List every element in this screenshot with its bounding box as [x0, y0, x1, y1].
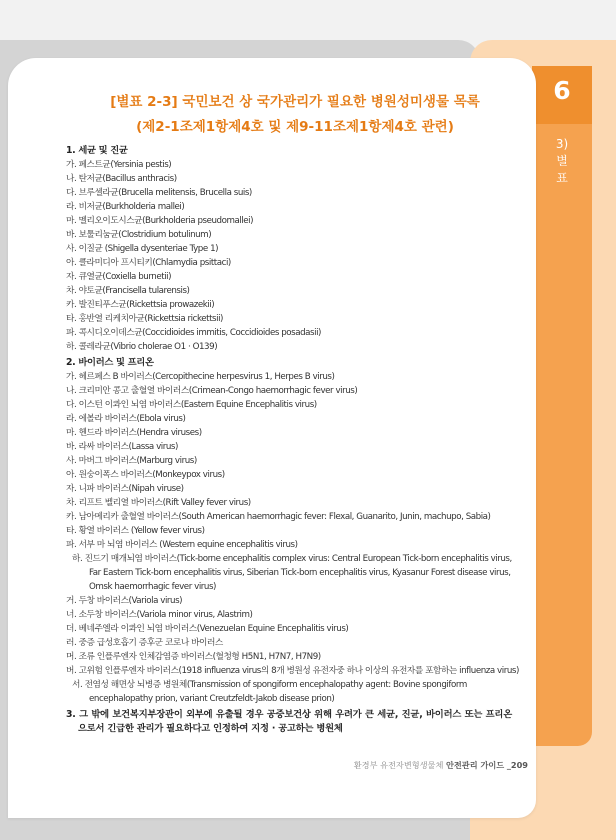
list-marker: 마. [66, 428, 77, 438]
list-item [66, 186, 512, 200]
chapter-label-line: 별 [556, 154, 568, 168]
chapter-number: 6 [553, 76, 571, 105]
section-heading: 3. 그 밖에 보건복지부장관이 외부에 유출될 경우 공중보건상 위해 우려가 큰 세균, 진균, 바이러스 또는 프리온으로서 긴급한 관리가 필요하다고 인정하여 지정 · 공고하는 병원체 [66, 709, 512, 734]
list-item [66, 678, 512, 706]
list-item [66, 200, 512, 214]
page-subtitle: (제2-1조제1항제4호 및 제9-11조제1항제4호 관련) [136, 119, 454, 135]
chapter-label-line: 3) [555, 137, 569, 151]
list-item [66, 228, 512, 242]
list-marker: 다. [66, 400, 77, 410]
list-marker: 가. [66, 372, 77, 382]
list-item-text: 헤르페스 B 바이러스(Cercopithecine herpesvirus 1, Herpes B virus) [78, 372, 335, 382]
list-item [66, 594, 512, 608]
footer-publisher: 환경부 유전자변형생물체 [353, 760, 444, 770]
list-marker: 더. [66, 624, 77, 634]
list-item-text: 보툴리눔균(Clostridium botulinum) [78, 230, 212, 240]
list-marker: 하. [72, 554, 83, 564]
list-marker: 라. [66, 202, 77, 212]
list-item-text: 두창 바이러스(Variola virus) [78, 596, 183, 606]
list-item-text: 크리미안 콩고 출혈열 바이러스(Crimean-Congo haemorrhagic fever virus) [78, 386, 358, 396]
section-heading: 1. 세균 및 진균 [66, 145, 128, 156]
list-marker: 너. [66, 610, 77, 620]
list-item [66, 284, 512, 298]
list-marker: 하. [66, 342, 77, 352]
list-item-text: 서부 마 뇌염 바이러스 (Western equine encephalitis virus) [78, 540, 298, 550]
list-marker: 라. [66, 414, 77, 424]
pathogen-list [66, 142, 519, 736]
section-heading: 2. 바이러스 및 프리온 [66, 357, 154, 368]
list-marker: 다. [66, 188, 77, 198]
list-item-text: 멜리오이도시스균(Burkholderia pseudomallei) [78, 216, 254, 226]
list-item-text: 소두창 바이러스(Variola minor virus, Alastrim) [78, 610, 253, 620]
list-item [66, 270, 512, 284]
list-item-text: 클라미디아 프시티키(Chlamydia psittaci) [78, 258, 231, 268]
list-item [66, 398, 512, 412]
list-item-text: 고위험 인플루엔자 바이러스(1918 influenza virus의 8개 병원성 유전자중 하나 이상의 유전자를 포함하는 influenza virus) [78, 666, 519, 676]
list-marker: 타. [66, 314, 77, 324]
list-item-text: 콜레라균(Vibrio cholerae O1 · O139) [78, 342, 218, 352]
list-marker: 차. [66, 286, 77, 296]
list-item-text: 이질균 (Shigella dysenteriae Type 1) [78, 244, 219, 254]
list-item-text: 헨드라 바이러스(Hendra viruses) [78, 428, 202, 438]
list-marker: 나. [66, 174, 77, 184]
list-item [66, 468, 512, 482]
list-item [66, 622, 512, 636]
list-item-text: 야토균(Francisella tularensis) [78, 286, 190, 296]
list-item-text: 이스턴 이콰인 뇌염 바이러스(Eastern Equine Encephalitis virus) [78, 400, 317, 410]
list-marker: 자. [66, 484, 77, 494]
list-marker: 머. [66, 652, 77, 662]
list-item-text: 페스트균(Yersinia pestis) [78, 160, 172, 170]
list-marker: 서. [72, 680, 83, 690]
list-marker: 바. [66, 442, 77, 452]
list-item-text: 라싸 바이러스(Lassa virus) [78, 442, 178, 452]
list-marker: 자. [66, 272, 77, 282]
list-item [66, 440, 512, 454]
list-item [66, 256, 512, 270]
list-item-text: 남아메리카 출혈열 바이러스(South American haemorrhagic fever: Flexal, Guanarito, Junin, machupo, Sabia) [78, 512, 491, 522]
list-item [66, 552, 512, 594]
list-marker: 러. [66, 638, 77, 648]
list-marker: 파. [66, 540, 77, 550]
list-marker: 나. [66, 386, 77, 396]
list-item-text: 베네주엘라 이콰인 뇌염 바이러스(Venezuelan Equine Encephalitis virus) [78, 624, 349, 634]
list-marker: 마. [66, 216, 77, 226]
list-marker: 아. [66, 470, 77, 480]
list-item-text: 브루셀라균(Brucella melitensis, Brucella suis) [78, 188, 252, 198]
list-marker: 거. [66, 596, 77, 606]
list-item-text: 전염성 해면상 뇌병증 병원체(Transmission of spongiform encephalopathy agent: Bovine spongiform encephalopathy prion, variant Creutzfeldt-Jakob disease prion) [84, 680, 467, 704]
list-item-text: 중증 급성호흡기 증후군 코로나 바이러스 [78, 638, 223, 648]
list-item [66, 412, 512, 426]
list-item [66, 172, 512, 186]
list-item-text: 콕시디오이데스균(Coccidioides immitis, Coccidioides posadasii) [78, 328, 321, 338]
list-item [66, 524, 512, 538]
list-item [66, 312, 512, 326]
list-item [66, 426, 512, 440]
list-item [66, 510, 512, 524]
list-marker: 카. [66, 300, 77, 310]
page-title: [별표 2-3] 국민보건 상 국가관리가 필요한 병원성미생물 목록 [110, 94, 480, 110]
chapter-label-line: 표 [556, 171, 568, 185]
list-marker: 사. [66, 456, 77, 466]
list-item [66, 664, 519, 678]
list-marker: 사. [66, 244, 77, 254]
list-item [66, 636, 512, 650]
list-item-text: 비저균(Burkholderia mallei) [78, 202, 185, 212]
list-item-text: 니파 바이러스(Nipah viruse) [78, 484, 184, 494]
list-item [66, 650, 512, 664]
list-marker: 타. [66, 526, 77, 536]
chapter-label [532, 136, 592, 187]
list-item [66, 608, 512, 622]
list-item [66, 158, 512, 172]
list-item [66, 496, 512, 510]
list-marker: 파. [66, 328, 77, 338]
list-item-text: 진드기 매개뇌염 바이러스(Tick-borne encephalitis complex virus: Central European Tick-born encephalitis virus, Far Eastern Tick-born encephalitis virus, Siberian Tick-born encephalitis virus, Kyasanur Forest disease virus, Omsk haemorrhagic fever virus) [84, 554, 512, 592]
list-marker: 버. [66, 666, 77, 676]
list-item [66, 242, 512, 256]
list-item-text: 마버그 바이러스(Marburg virus) [78, 456, 197, 466]
page-number: _209 [506, 760, 528, 770]
list-item [66, 326, 512, 340]
list-item-text: 발진티푸스균(Rickettsia prowazekii) [78, 300, 215, 310]
list-item [66, 538, 512, 552]
list-item-text: 탄저균(Bacillus anthracis) [78, 174, 177, 184]
list-marker: 가. [66, 160, 77, 170]
list-marker: 카. [66, 512, 77, 522]
list-item-text: 원숭이폭스 바이러스(Monkeypox virus) [78, 470, 225, 480]
list-item [66, 340, 512, 354]
list-item [66, 384, 512, 398]
list-item [66, 370, 512, 384]
list-item-text: 황열 바이러스 (Yellow fever virus) [78, 526, 205, 536]
list-item-text: 조류 인플루엔자 인체감염증 바이러스(혈청형 H5N1, H7N7, H7N9) [78, 652, 321, 662]
list-item-text: 홍반열 리케치아균(Rickettsia rickettsii) [78, 314, 223, 324]
list-item [66, 482, 512, 496]
list-item [66, 454, 512, 468]
list-item-text: 큐열균(Coxiella burnetii) [78, 272, 172, 282]
list-item-text: 리프트 벨리열 바이러스(Rift Valley fever virus) [78, 498, 251, 508]
page-footer [354, 760, 528, 771]
list-item [66, 214, 512, 228]
list-marker: 차. [66, 498, 77, 508]
list-item [66, 298, 512, 312]
footer-guide: 안전관리 가이드 [445, 760, 505, 770]
list-marker: 바. [66, 230, 77, 240]
list-marker: 아. [66, 258, 77, 268]
list-item-text: 에볼라 바이러스(Ebola virus) [78, 414, 186, 424]
